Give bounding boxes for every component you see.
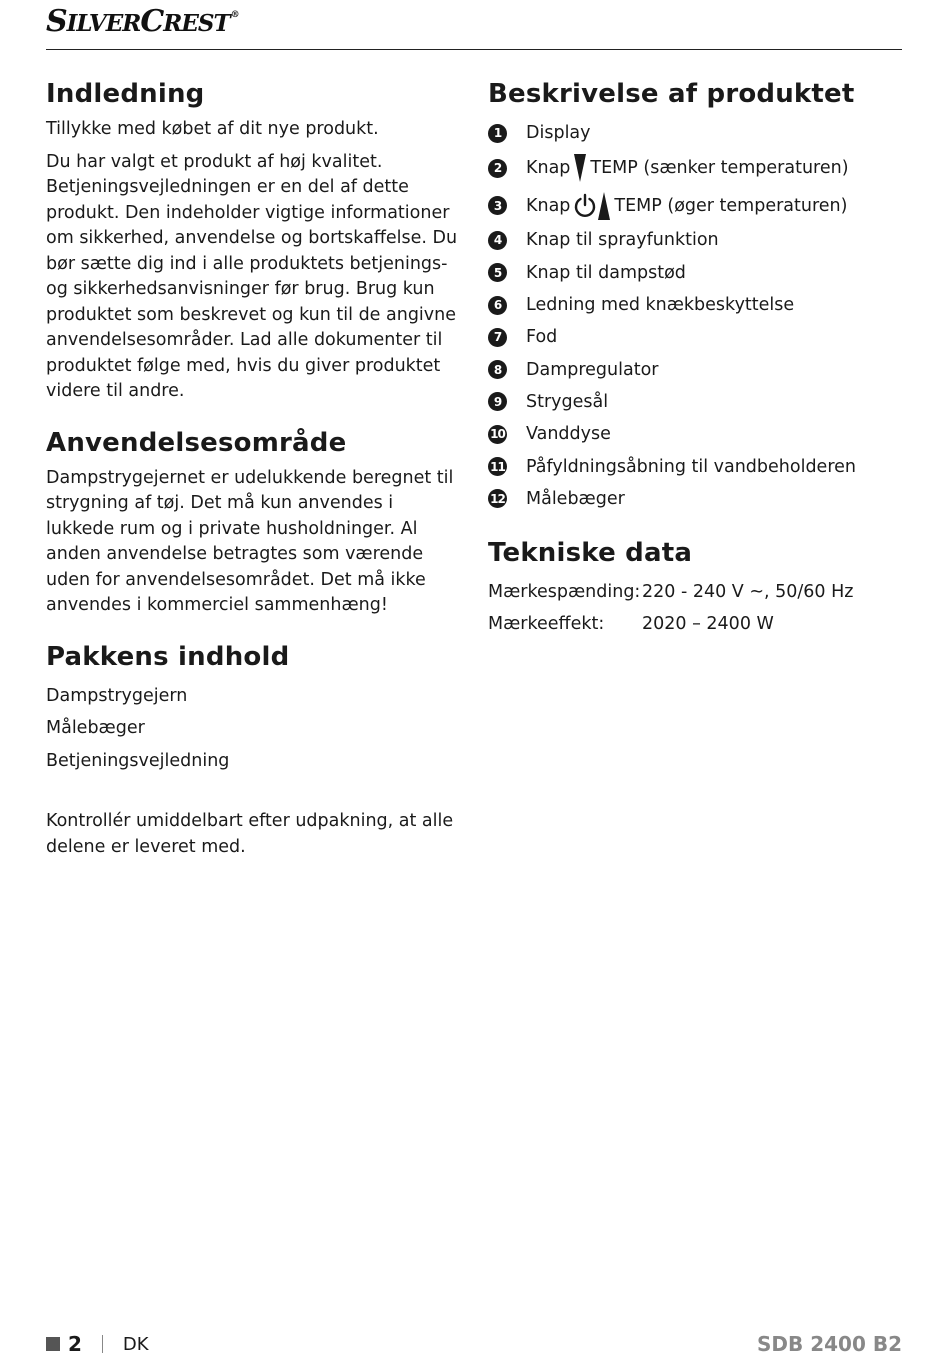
package-item: Målebæger [46,718,145,738]
description-item [488,289,902,321]
logo-registered-mark: ® [230,10,239,20]
tech-heading: Tekniske data [488,537,693,568]
description-heading: Beskrivelse af produktet [488,79,855,109]
description-item-text: Vanddyse [526,424,611,445]
temperature-down-icon [574,154,586,182]
description-item-text: Målebæger [526,488,625,509]
intro-heading: Indledning [46,79,205,109]
package-heading: Pakkens indhold [46,641,290,672]
description-item [488,117,902,149]
tech-row [488,576,902,609]
item-number-badge: 1 [488,124,507,143]
description-item [488,483,902,515]
description-item [488,149,902,187]
package-item: Betjeningsvejledning [46,750,230,771]
right-column [488,76,902,641]
description-item-text: TEMP (sænker temperaturen) [590,158,849,179]
item-number-badge: 8 [488,360,507,379]
item-number-badge: 10 [488,425,507,444]
item-number-badge: 12 [488,489,507,508]
item-number-badge: 5 [488,263,507,282]
description-item-text: Fod [526,327,558,348]
item-number-badge: 11 [488,457,507,476]
description-item [488,353,902,385]
description-item-text: Knap [526,195,571,216]
description-item-text: Strygesål [526,391,609,412]
item-number-badge: 2 [488,159,507,178]
item-number-badge: 9 [488,392,507,411]
tech-value: 2020 – 2400 W [642,614,774,635]
usage-heading: Anvendelsesområde [46,427,347,458]
intro-paragraph-1: Tillykke med købet af dit nye produkt. [46,119,379,139]
item-number-badge: 4 [488,231,507,250]
description-item [488,386,902,418]
description-item [488,224,902,256]
power-temperature-up-icon [574,192,610,220]
page-footer [46,1330,149,1358]
description-item-text: Display [526,123,591,144]
usage-paragraph: Dampstrygejernet er udelukkende beregnet til strygning af tøj. Det må kun anvendes i lukkede rum og i private husholdninger. Al anden anvendelse betragtes som værende uden for anvendelsesområdet. Det må ikke anvendes i kommerciel sammenhæng! [46,467,454,615]
header-divider [46,49,902,50]
description-item-text: Knap [526,158,571,179]
item-number-badge: 7 [488,328,507,347]
logo-letter-c: C [140,4,164,39]
tech-key: Mærkeeffekt: [488,614,605,635]
left-column [46,76,464,867]
package-item: Dampstrygejern [46,685,188,706]
description-item [488,321,902,353]
intro-paragraph-2: Du har valgt et produkt af høj kvalitet. Betjeningsvejledningen er en del af dette produkt. Den indeholder vigtige informationer om sikkerhed, anvendelse og bortskaffelse. Du bør sætte dig ind i alle produktets betjenings- og sikkerhedsanvisninger før brug. Brug kun produktet som beskrevet og kun til de angivne anvendelsesområder. Lad alle dokumenter til produktet følge med, hvis du giver produktet videre til andre. [46,151,458,401]
description-item [488,187,902,225]
logo-letter-s: S [46,4,67,39]
description-list [488,117,902,515]
package-note: Kontrollér umiddelbart efter udpakning, at alle delene er leveret med. [46,811,454,857]
description-item [488,450,902,482]
description-item [488,257,902,289]
description-item [488,418,902,450]
item-number-badge: 3 [488,196,507,215]
footer-separator [102,1335,103,1353]
tech-key: Mærkespænding: [488,581,641,602]
description-item-text: Påfyldningsåbning til vandbeholderen [526,456,856,477]
description-item-text: TEMP (øger temperaturen) [614,195,848,216]
description-item-text: Knap til dampstød [526,262,686,283]
model-number: SDB 2400 B2 [757,1332,902,1356]
description-item-text: Ledning med knækbeskyttelse [526,295,795,316]
item-number-badge: 6 [488,296,507,315]
tech-value: 220 - 240 V ~, 50/60 Hz [642,581,854,602]
description-item-text: Dampregulator [526,359,659,380]
brand-logo [46,4,239,39]
language-code: DK [122,1333,149,1355]
logo-text-ilver: ILVER [66,10,141,37]
logo-text-rest: REST [163,10,230,37]
footer-square-marker [46,1337,60,1351]
description-item-text: Knap til sprayfunktion [526,230,719,251]
page-number: 2 [68,1332,82,1356]
tech-row [488,608,902,641]
